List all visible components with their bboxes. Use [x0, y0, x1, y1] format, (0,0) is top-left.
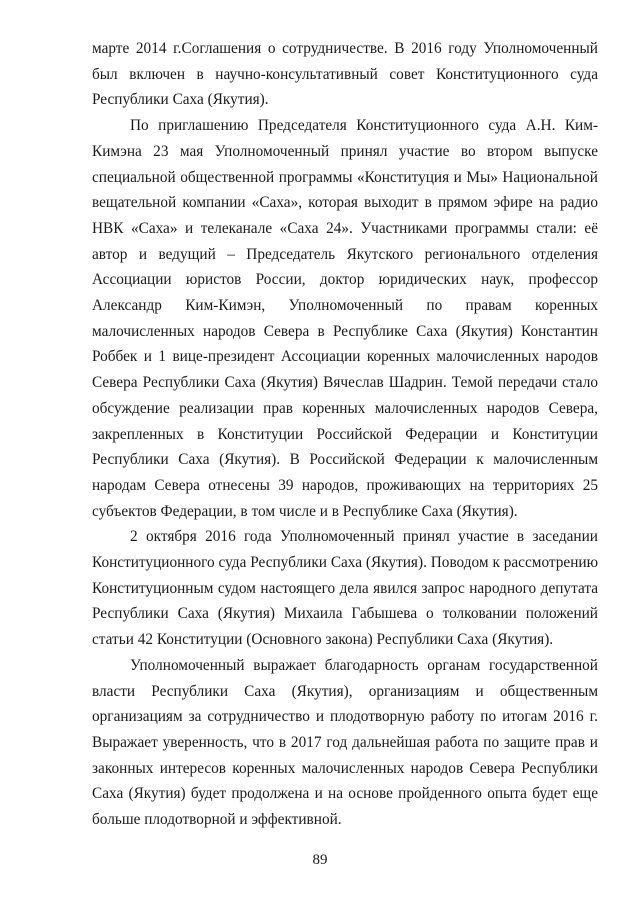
paragraph-2: По приглашению Председателя Конституционного суда А.Н. Ким-Кимэна 23 мая Уполномоченный принял участие во втором выпуске специальной общественной программы «Конституция и Мы» Национальной вещательной компании «Саха», которая выходит в прямом эфире на радио НВК «Саха» и телеканале «Саха 24». Участниками программы стали: её автор и ведущий – Председатель Якутского регионального отделения Ассоциации юристов России, доктор юридических наук, профессор Александр Ким-Кимэн, Уполномоченный по правам коренных малочисленных народов Севера в Республике Саха (Якутия) Константин Роббек и 1 вице-президент Ассоциации коренных малочисленных народов Севера Республики Саха (Якутия) Вячеслав Шадрин. Темой передачи стало обсуждение реализации прав коренных малочисленных народов Севера, закрепленных в Конституции Российской Федерации и Конституции Республики Саха (Якутия). В Российской Федерации к малочисленным народам Севера отнесены 39 народов, проживающих на территориях 25 субъектов Федерации, в том числе и в Республике Саха (Якутия). [92, 117, 598, 520]
paragraph-4: Уполномоченный выражает благодарность органам государственной власти Республики Саха (Якутия), организациям и общественным организациям за сотрудничество и плодотворную работу по итогам 2016 г. Выражает уверенность, что в 2017 год дальнейшая работа по защите прав и законных интересов коренных малочисленных народов Севера Республики Саха (Якутия) будет продолжена и на основе пройденного опыта будет еще больше плодотворной и эффективной. [92, 656, 598, 829]
page-number: 89 [312, 852, 328, 868]
paragraph-3: 2 октября 2016 года Уполномоченный принял участие в заседании Конституционного суда Республики Саха (Якутия). Поводом к рассмотрению Конституционным судом настоящего дела явился запрос народного депутата Республики Саха (Якутия) Михаила Габышева о толковании положений статьи 42 Конституции (Основного закона) Республики Саха (Якутия). [92, 528, 598, 649]
body-text [92, 36, 598, 833]
paragraph-1: марте 2014 г.Соглашения о сотрудничестве. В 2016 году Уполномоченный был включен в научно-консультативный совет Конституционного суда Республики Саха (Якутия). [92, 40, 598, 109]
